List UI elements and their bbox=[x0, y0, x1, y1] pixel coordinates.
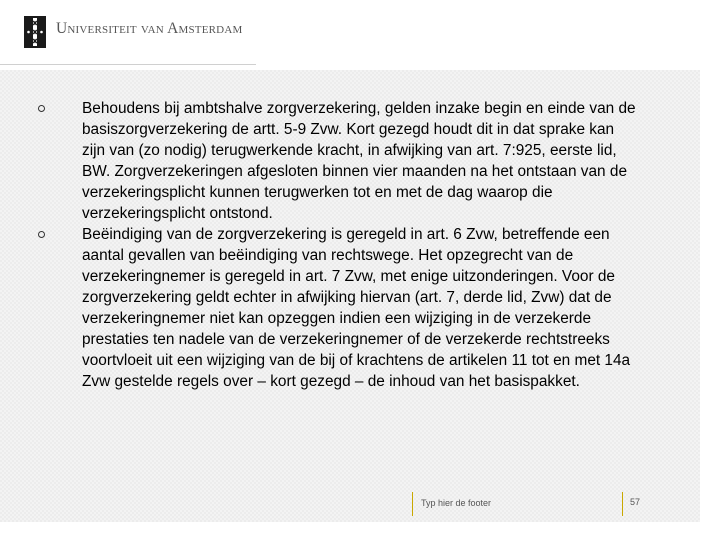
list-item bbox=[36, 224, 636, 392]
organization-name: Universiteit van Amsterdam bbox=[56, 20, 243, 37]
bullet-circle-icon bbox=[38, 231, 45, 238]
uva-crest-icon bbox=[24, 16, 46, 48]
header-divider bbox=[0, 64, 256, 65]
bullet-circle-icon bbox=[38, 105, 45, 112]
header bbox=[0, 0, 256, 65]
bullet-list bbox=[36, 98, 636, 392]
list-item bbox=[36, 98, 636, 224]
footer-text: Typ hier de footer bbox=[421, 498, 492, 508]
footer-divider-left bbox=[412, 492, 413, 516]
footer-divider-right bbox=[622, 492, 623, 516]
bullet-text: Behoudens bij ambtshalve zorgverzekering, gelden inzake begin en einde van de basiszorgverzekering de artt. 5-9 Zvw. Kort gezegd houdt dit in dat sprake kan zijn van (zo nodig) terugwerkende kracht, in afwijking van art. 7:925, eerste lid, BW. Zorgverzekeringen afgesloten binnen vier maanden na het ontstaan van de verzekeringsplicht kunnen terugwerken tot en met de dag waarop die verzekeringsplicht ontstond. bbox=[82, 100, 636, 222]
page-number: 57 bbox=[630, 497, 641, 507]
bullet-text: Beëindiging van de zorgverzekering is geregeld in art. 6 Zvw, betreffende een aantal gevallen van beëindiging van rechtswege. Het opzegrecht van de verzekeringnemer is geregeld in art. 7 Zvw, met enige uitzonderingen. Voor de zorgverzekering geldt echter in afwijking hiervan (art. 7, derde lid, Zvw) dat de verzekeringnemer niet kan opzeggen indien een wijziging in de verzekerde prestaties ten nadele van de verzekeringnemer of de verzekerde rechtstreeks voortvloeit uit een wijziging van de bij of krachtens de artikelen 11 tot en met 14a Zvw gestelde regels over – kort gezegd – de inhoud van het basispakket. bbox=[82, 226, 631, 390]
